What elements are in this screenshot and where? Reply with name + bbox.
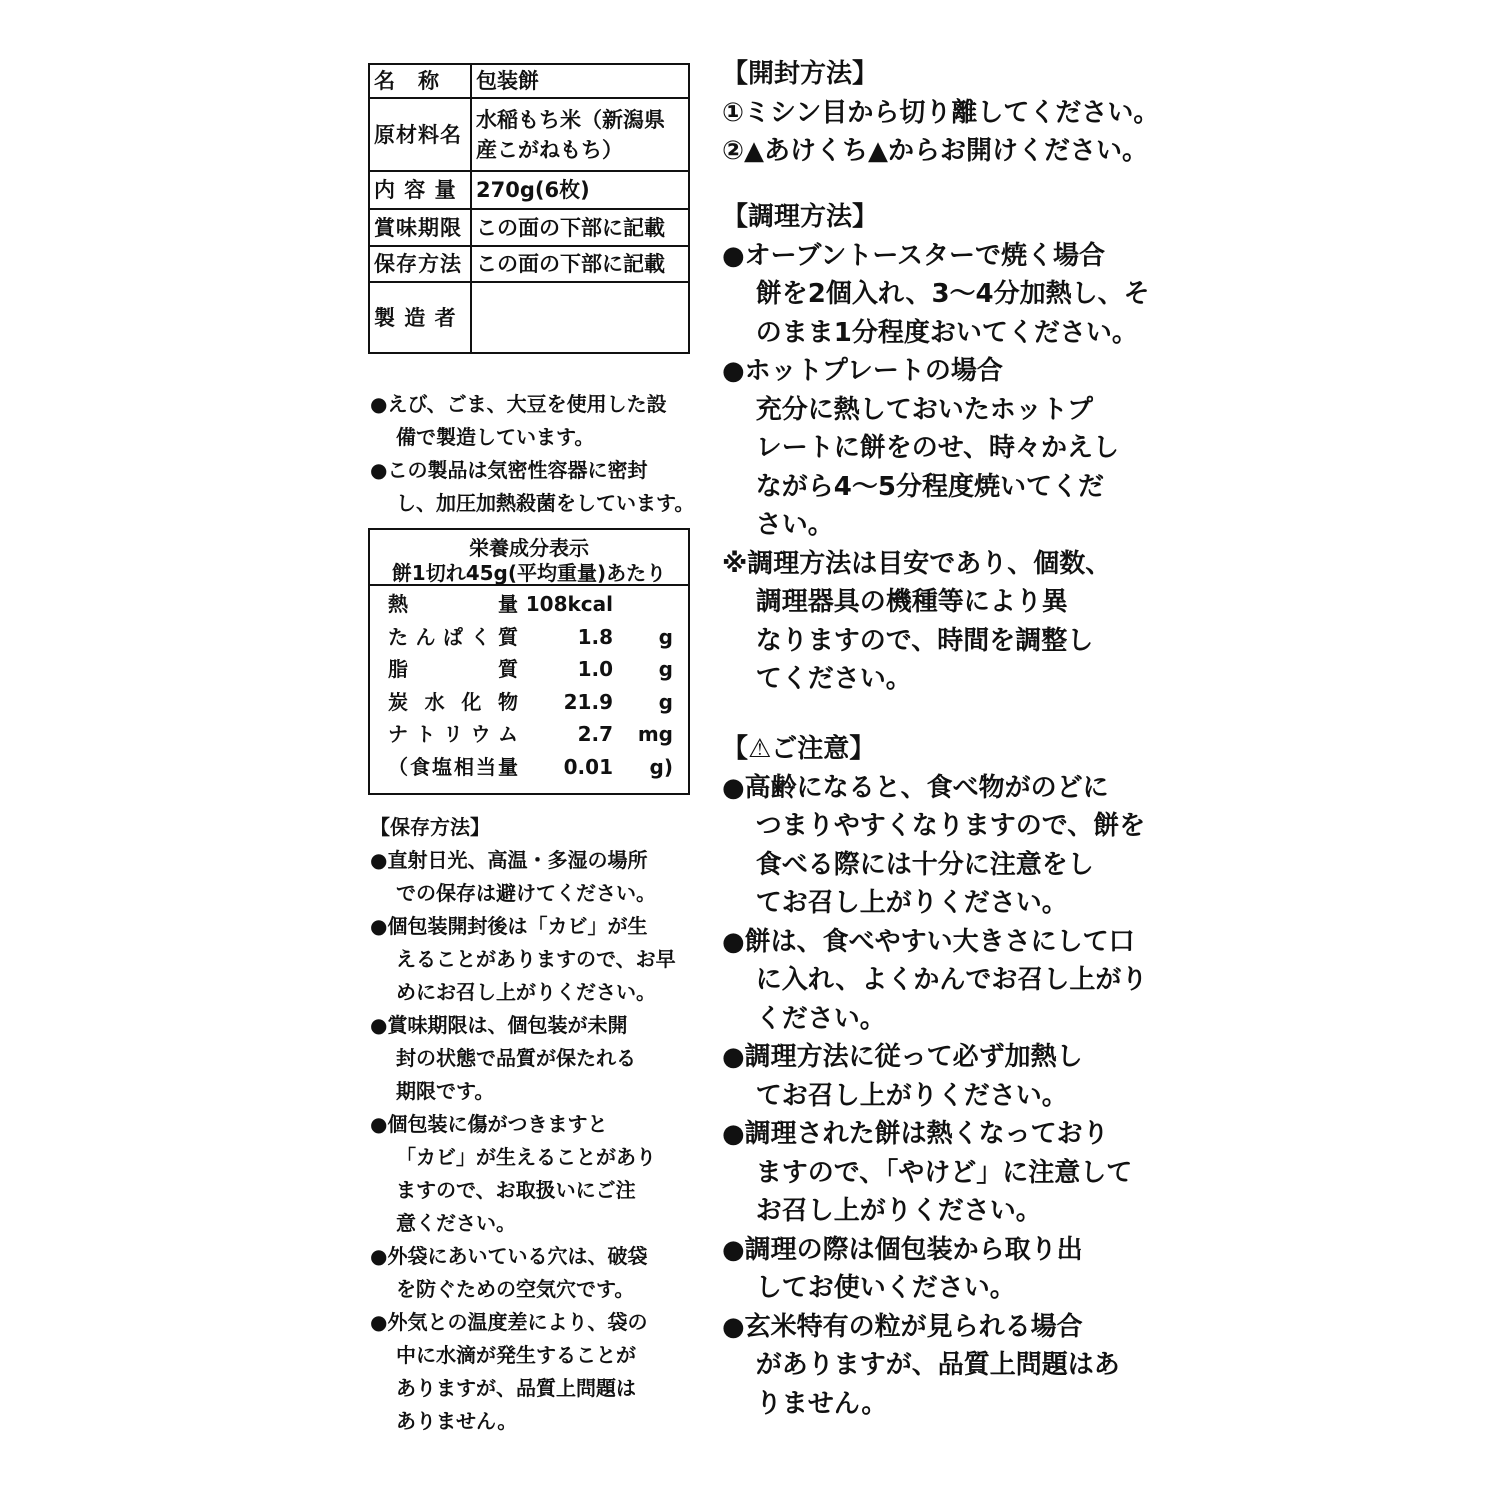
spec-value: 水稲もち米（新潟県産こがねもち） [471,98,689,171]
list-item [722,1115,1162,1231]
nutrient-name: 炭水化物 [388,689,518,714]
text-line: ●直射日光、高温・多湿の場所 [370,848,648,872]
allergen-notes [370,388,695,520]
text-line: 意ください。 [396,1211,516,1235]
text-line: ●高齢になると、食べ物がのどに [722,772,1109,803]
text-line: ください。 [755,1003,886,1034]
nutrition-row [370,653,688,686]
text-line: 「カビ」が生えることがあり [396,1145,656,1169]
text-line: ※調理方法は目安であり、個数、 [722,548,1112,579]
text-line: てお召し上がりください。 [755,888,1068,918]
text-line: ありません。 [396,1409,518,1433]
text-line: ●調理された餅は熱くなっており [722,1119,1109,1149]
spec-value: この面の下部に記載 [471,209,689,246]
text-line: ●個包装開封後は「カビ」が生 [370,914,648,938]
text-line: 餅を2個入れ、3～4分加熱し、そ [755,279,1150,309]
nutrition-subtitle: 餅1切れ45g(平均重量)あたり [391,561,667,585]
text-line: さい。 [755,510,834,540]
spec-row-contents [369,171,689,209]
text-line: 備で製造しています。 [396,425,595,449]
text-line: ②▲あけくち▲からお開けください。 [722,136,1149,166]
list-item [370,388,695,454]
spec-row-storage [369,246,689,282]
list-item [722,94,1162,133]
list-item [370,1009,695,1108]
nutrition-row [370,751,688,784]
list-item [370,1108,695,1240]
text-line: ながら4～5分程度焼いてくだ [755,471,1104,502]
list-item [722,132,1162,171]
product-spec-table [368,63,690,354]
text-line: ●餅は、食べやすい大きさにして口 [722,926,1135,957]
cooking-section [722,198,1162,699]
text-line: ●調理の際は個包装から取り出 [722,1234,1083,1265]
spec-row-ingredients [369,98,689,171]
caution-heading: 【⚠ご注意】 [722,734,876,764]
text-line: えることがありますので、お早 [396,947,676,971]
list-item [370,454,695,520]
nutrient-name: たんぱく質 [388,624,518,649]
text-line: ●賞味期限は、個包装が未開 [370,1013,628,1037]
text-line: りません。 [755,1388,888,1419]
spec-row-manufacturer [369,282,689,353]
storage-section [370,811,695,1438]
opening-items [722,94,1162,171]
spec-row-best-before [369,209,689,246]
text-line: ますので、「やけど」に注意して [755,1157,1133,1188]
storage-heading: 【保存方法】 [370,815,490,839]
list-item [722,923,1162,1039]
list-item [722,1308,1162,1424]
spec-value [471,282,689,353]
spec-value: 270g(6枚) [471,171,689,209]
list-item [722,352,1162,545]
nutrition-rows [370,586,688,783]
spec-label: 原材料名 [369,98,471,171]
list-item [370,910,695,1009]
nutrient-name: 脂質 [388,657,518,681]
nutrient-value: 1.8 [577,624,613,649]
list-item [722,1231,1162,1308]
list-item [722,769,1162,923]
spec-label: 賞味期限 [369,209,471,246]
list-item [370,1240,695,1306]
text-line: 食べる際には十分に注意をし [755,849,1094,880]
storage-items [370,844,695,1438]
text-line: のまま1分程度おいてください。 [755,317,1138,348]
text-line: つまりやすくなりますので、餅を [755,811,1146,841]
text-line: し、加圧加熱殺菌をしています。 [396,491,695,515]
nutrient-unit: g) [649,754,673,779]
spec-label: 製 造 者 [369,282,471,353]
spec-label: 内 容 量 [369,171,471,209]
text-line: ●玄米特有の粒が見られる場合 [722,1311,1083,1342]
spec-value: 包装餅 [471,64,689,98]
text-line: てください。 [755,664,912,694]
nutrition-row [370,588,688,621]
text-line: ●この製品は気密性容器に密封 [370,458,648,482]
text-line: てお召し上がりください。 [755,1080,1068,1111]
text-line: 封の状態で品質が保たれる [396,1046,636,1070]
nutrition-header [370,530,688,586]
text-line: なりますので、時間を調整し [755,625,1094,656]
nutrient-name: （食塩相当量 [388,754,518,779]
cooking-heading: 【調理方法】 [722,202,879,232]
text-line: ●外気との温度差により、袋の [370,1310,648,1334]
nutrient-unit: g [658,689,673,714]
opening-heading: 【開封方法】 [722,59,879,89]
nutrition-row [370,718,688,751]
text-line: してお使いください。 [755,1273,1016,1303]
text-line: 充分に熱しておいたホットプ [755,394,1094,425]
spec-label: 保存方法 [369,246,471,282]
nutrient-value: 108kcal [525,592,613,616]
nutrient-value: 0.01 [563,754,613,779]
caution-items [722,769,1162,1424]
text-line: レートに餅をのせ、時々かえし [755,433,1120,463]
text-line: がありますが、品質上問題はあ [755,1350,1120,1380]
spec-label: 名 称 [369,64,471,98]
opening-section [722,55,1162,171]
nutrient-value: 2.7 [577,722,613,746]
list-item [370,844,695,910]
nutrition-title: 栄養成分表示 [469,536,589,560]
nutrient-value: 1.0 [577,657,613,681]
nutrient-name: 熱量 [388,592,518,616]
text-line: に入れ、よくかんでお召し上がり [755,965,1148,995]
text-line: 期限です。 [396,1079,495,1103]
text-line: ますので、お取扱いにご注 [396,1178,636,1202]
nutrient-name: ナトリウム [388,722,518,746]
text-line: を防ぐための空気穴です。 [396,1277,635,1301]
nutrition-facts-table [368,528,690,795]
text-line: 調理器具の機種等により異 [755,587,1068,617]
cooking-items [722,237,1162,699]
spec-value: この面の下部に記載 [471,246,689,282]
nutrient-unit: g [658,657,673,681]
text-line: ①ミシン目から切り離してください。 [722,97,1160,128]
text-line: での保存は避けてください。 [396,881,656,905]
text-line: めにお召し上がりください。 [396,980,656,1004]
nutrient-unit [613,588,673,621]
text-line: ●えび、ごま、大豆を使用した設 [370,392,667,416]
text-line: ●個包装に傷がつきますと [370,1112,608,1136]
caution-section [722,730,1162,1423]
text-line: ●オーブントースターで焼く場合 [722,240,1106,271]
text-line: ありますが、品質上問題は [396,1376,636,1400]
list-item [722,237,1162,353]
nutrient-value: 21.9 [563,689,613,714]
list-item [370,1306,695,1438]
list-item [722,1038,1162,1115]
nutrient-unit: g [658,624,673,649]
text-line: お召し上がりください。 [755,1196,1042,1226]
nutrition-row [370,621,688,654]
nutrition-row [370,686,688,719]
text-line: ●ホットプレートの場合 [722,356,1003,386]
text-line: ●調理方法に従って必ず加熱し [722,1042,1083,1072]
list-item [722,545,1162,699]
nutrient-unit: mg [637,722,673,746]
text-line: 中に水滴が発生することが [396,1343,636,1367]
text-line: ●外袋にあいている穴は、破袋 [370,1244,648,1268]
spec-row-name [369,64,689,98]
